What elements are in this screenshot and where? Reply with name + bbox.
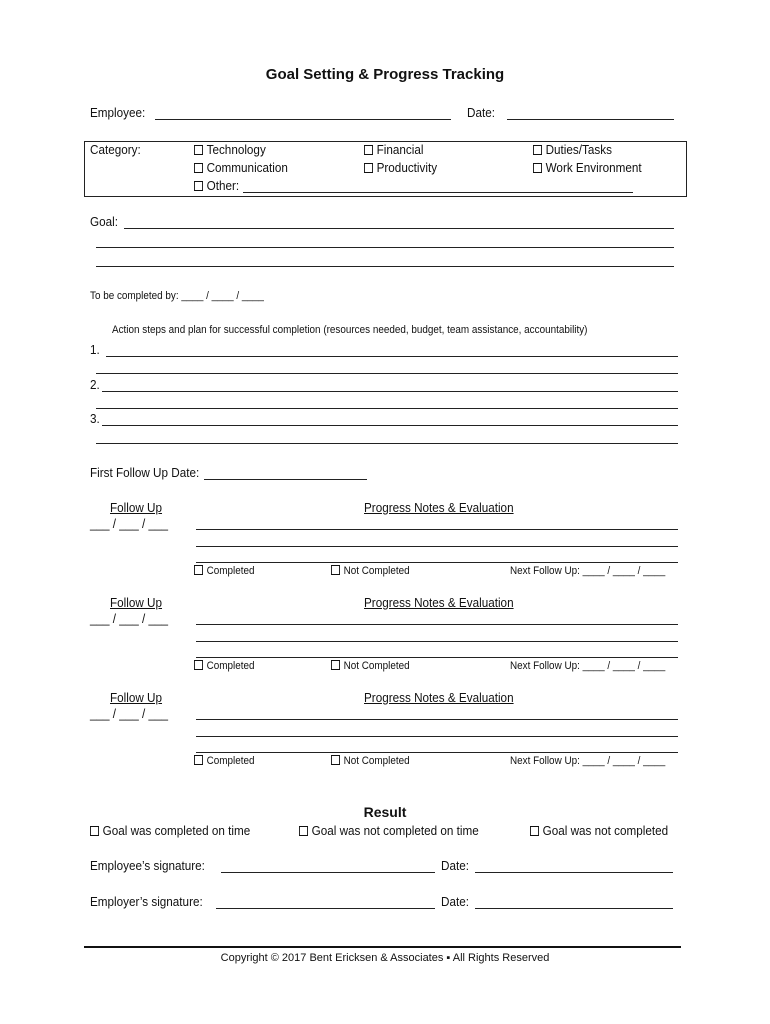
checkbox-icon[interactable] [530, 826, 539, 836]
notes-line[interactable] [196, 657, 678, 658]
goal-line-3[interactable] [96, 266, 674, 267]
checkbox-icon[interactable] [364, 145, 373, 155]
result-option-not-on-time[interactable]: Goal was not completed on time [299, 823, 479, 838]
date-field[interactable] [507, 119, 674, 120]
action-step-3-line-2[interactable] [96, 443, 678, 444]
action-step-1-line[interactable] [106, 356, 678, 357]
goal-label: Goal: [90, 214, 118, 229]
action-step-number: 2. [90, 377, 100, 392]
notes-line[interactable] [196, 752, 678, 753]
result-option-not-completed[interactable]: Goal was not completed [530, 823, 668, 838]
employee-field[interactable] [155, 119, 451, 120]
checkbox-icon[interactable] [194, 660, 203, 670]
copyright-footer: Copyright © 2017 Bent Ericksen & Associates ▪ All Rights Reserved [220, 952, 550, 964]
action-step-3-line[interactable] [102, 425, 678, 426]
category-option-duties[interactable]: Duties/Tasks [533, 142, 612, 157]
employer-signature-date-field[interactable] [475, 908, 673, 909]
checkbox-icon[interactable] [331, 660, 340, 670]
not-completed-checkbox[interactable]: Not Completed [331, 565, 410, 577]
action-step-1-line-2[interactable] [96, 373, 678, 374]
follow-up-title: Follow Up [110, 595, 163, 610]
next-follow-up[interactable]: Next Follow Up: ____ / ____ / ____ [510, 660, 666, 672]
goal-line-1[interactable] [124, 228, 674, 229]
action-step-2-line[interactable] [102, 391, 678, 392]
employee-signature-label: Employee’s signature: [90, 858, 205, 873]
completed-checkbox[interactable]: Completed [194, 755, 254, 767]
follow-up-date[interactable]: ___ / ___ / ___ [90, 706, 169, 721]
employer-signature-field[interactable] [216, 908, 435, 909]
category-option-productivity[interactable]: Productivity [364, 160, 437, 175]
result-option-completed-on-time[interactable]: Goal was completed on time [90, 823, 250, 838]
next-follow-up[interactable]: Next Follow Up: ____ / ____ / ____ [510, 755, 666, 767]
first-follow-up-field[interactable] [204, 479, 367, 480]
checkbox-icon[interactable] [194, 163, 203, 173]
checkbox-icon[interactable] [533, 163, 542, 173]
result-title: Result [363, 804, 407, 820]
category-option-other[interactable]: Other: [194, 178, 239, 193]
progress-notes-title: Progress Notes & Evaluation [364, 690, 514, 705]
follow-up-date[interactable]: ___ / ___ / ___ [90, 611, 169, 626]
completed-by-label: To be completed by: ____ / ____ / ____ [90, 290, 264, 302]
goal-line-2[interactable] [96, 247, 674, 248]
follow-up-title: Follow Up [110, 500, 163, 515]
checkbox-icon[interactable] [331, 565, 340, 575]
notes-line[interactable] [196, 624, 678, 625]
checkbox-icon[interactable] [364, 163, 373, 173]
checkbox-icon[interactable] [194, 755, 203, 765]
checkbox-icon[interactable] [533, 145, 542, 155]
notes-line[interactable] [196, 736, 678, 737]
not-completed-checkbox[interactable]: Not Completed [331, 755, 410, 767]
checkbox-icon[interactable] [90, 826, 99, 836]
checkbox-icon[interactable] [194, 145, 203, 155]
footer-divider [84, 946, 681, 948]
notes-line[interactable] [196, 529, 678, 530]
category-option-communication[interactable]: Communication [194, 160, 288, 175]
progress-notes-title: Progress Notes & Evaluation [364, 595, 514, 610]
notes-line[interactable] [196, 719, 678, 720]
not-completed-checkbox[interactable]: Not Completed [331, 660, 410, 672]
category-option-work-environment[interactable]: Work Environment [533, 160, 642, 175]
action-step-2-line-2[interactable] [96, 408, 678, 409]
completed-checkbox[interactable]: Completed [194, 565, 254, 577]
notes-line[interactable] [196, 641, 678, 642]
progress-notes-title: Progress Notes & Evaluation [364, 500, 514, 515]
completed-checkbox[interactable]: Completed [194, 660, 254, 672]
follow-up-title: Follow Up [110, 690, 163, 705]
category-other-field[interactable] [243, 192, 633, 193]
employee-signature-date-field[interactable] [475, 872, 673, 873]
employee-label: Employee: [90, 105, 146, 120]
checkbox-icon[interactable] [299, 826, 308, 836]
notes-line[interactable] [196, 562, 678, 563]
category-option-financial[interactable]: Financial [364, 142, 423, 157]
category-label: Category: [90, 142, 141, 157]
action-steps-heading: Action steps and plan for successful completion (resources needed, budget, team assistance, accountability) [112, 324, 588, 336]
first-follow-up-label: First Follow Up Date: [90, 465, 200, 480]
employee-signature-field[interactable] [221, 872, 435, 873]
form-title: Goal Setting & Progress Tracking [265, 66, 505, 83]
category-option-technology[interactable]: Technology [194, 142, 266, 157]
follow-up-date[interactable]: ___ / ___ / ___ [90, 516, 169, 531]
checkbox-icon[interactable] [194, 565, 203, 575]
action-step-number: 3. [90, 411, 100, 426]
employer-signature-date-label: Date: [441, 894, 469, 909]
checkbox-icon[interactable] [194, 181, 203, 191]
checkbox-icon[interactable] [331, 755, 340, 765]
employer-signature-label: Employer’s signature: [90, 894, 203, 909]
date-label: Date: [467, 105, 495, 120]
notes-line[interactable] [196, 546, 678, 547]
action-step-number: 1. [90, 342, 100, 357]
next-follow-up[interactable]: Next Follow Up: ____ / ____ / ____ [510, 565, 666, 577]
employee-signature-date-label: Date: [441, 858, 469, 873]
